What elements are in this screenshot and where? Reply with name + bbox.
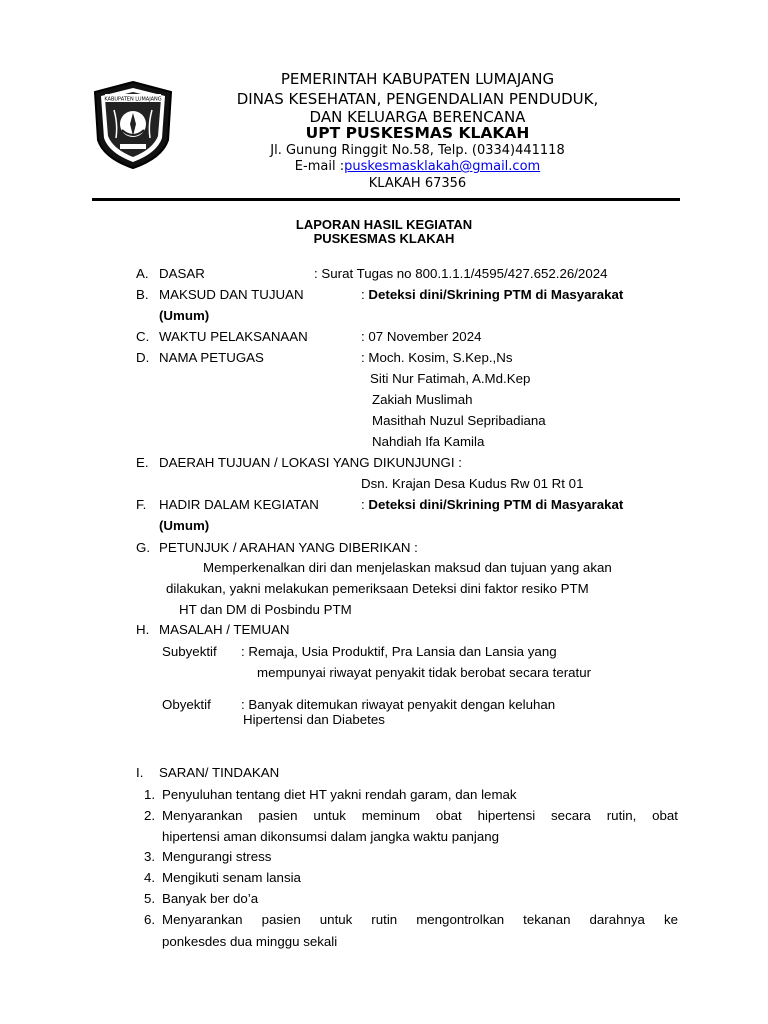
section-a-marker: A. — [136, 266, 149, 281]
section-g-text: HT dan DM di Posbindu PTM — [179, 602, 352, 617]
section-f-marker: F. — [136, 497, 147, 512]
list-item-number: 6. — [144, 912, 156, 927]
email-label: E-mail : — [294, 159, 345, 174]
objective-text: : Banyak ditemukan riwayat penyakit dengan keluhan — [241, 697, 556, 712]
section-i-label: SARAN/ TINDAKAN — [159, 765, 280, 780]
section-f-value: : Deteksi dini/Skrining PTM di Masyarakat — [361, 497, 624, 512]
subjective-label: Subyektif — [162, 644, 217, 659]
letterhead-line1: PEMERINTAH KABUPATEN LUMAJANG — [280, 70, 555, 88]
section-d-label: NAMA PETUGAS — [159, 350, 264, 365]
section-a-label: DASAR — [159, 266, 205, 281]
section-h-label: MASALAH / TEMUAN — [159, 622, 290, 637]
section-g-marker: G. — [136, 540, 151, 555]
letterhead-line2: DINAS KESEHATAN, PENGENDALIAN PENDUDUK, — [236, 90, 599, 108]
section-b-marker: B. — [136, 287, 149, 302]
objective-label: Obyektif — [162, 697, 211, 712]
letterhead-email-line — [190, 160, 645, 173]
section-b-label: MAKSUD DAN TUJUAN — [159, 287, 304, 302]
list-item-number: 4. — [144, 870, 156, 885]
list-item-number: 3. — [144, 849, 156, 864]
report-title: LAPORAN HASIL KEGIATAN — [295, 217, 473, 232]
section-h-marker: H. — [136, 622, 150, 637]
section-f-value-cont: (Umum) — [159, 518, 210, 533]
list-item-cont: ponkesdes dua minggu sekali — [162, 934, 338, 949]
svg-text:KABUPATEN LUMAJANG: KABUPATEN LUMAJANG — [104, 96, 162, 103]
letterhead-unit-name: UPT PUSKESMAS KLAKAH — [305, 124, 530, 142]
list-item: Banyak ber do’a — [162, 891, 259, 906]
section-e-value: Dsn. Krajan Desa Kudus Rw 01 Rt 01 — [361, 476, 584, 491]
officer-name: Masithah Nuzul Sepribadiana — [372, 413, 546, 428]
list-item: Mengurangi stress — [162, 849, 272, 864]
lumajang-logo — [92, 80, 174, 170]
section-b-value-cont: (Umum) — [159, 308, 210, 323]
section-b-value: : Deteksi dini/Skrining PTM di Masyarakat — [361, 287, 624, 302]
list-item: Penyuluhan tentang diet HT yakni rendah garam, dan lemak — [162, 787, 517, 802]
list-item-number: 5. — [144, 891, 156, 906]
section-f-label: HADIR DALAM KEGIATAN — [159, 497, 319, 512]
section-c-label: WAKTU PELAKSANAAN — [159, 329, 308, 344]
section-c-value: : 07 November 2024 — [361, 329, 482, 344]
report-subtitle: PUSKESMAS KLAKAH — [313, 231, 455, 246]
list-item: Menyarankan pasien untuk meminum obat hipertensi secara rutin, obat — [162, 808, 678, 823]
letterhead-line3: DAN KELUARGA BERENCANA — [309, 108, 526, 126]
letterhead-city: KLAKAH 67356 — [368, 176, 467, 191]
section-g-label: PETUNJUK / ARAHAN YANG DIBERIKAN : — [159, 540, 418, 555]
officer-name: Zakiah Muslimah — [372, 392, 473, 407]
subjective-text: : Remaja, Usia Produktif, Pra Lansia dan Lansia yang — [241, 644, 557, 659]
section-d-value: : Moch. Kosim, S.Kep.,Ns — [361, 350, 513, 365]
section-c-marker: C. — [136, 329, 150, 344]
officer-name: Siti Nur Fatimah, A.Md.Kep — [370, 371, 531, 386]
letterhead-divider — [92, 198, 680, 201]
section-g-text: dilakukan, yakni melakukan pemeriksaan Deteksi dini faktor resiko PTM — [166, 581, 589, 596]
objective-text: Hipertensi dan Diabetes — [243, 712, 385, 727]
section-e-label: DAERAH TUJUAN / LOKASI YANG DIKUNJUNGI : — [159, 455, 462, 470]
list-item: Menyarankan pasien untuk rutin mengontrolkan tekanan darahnya ke — [162, 912, 678, 927]
list-item-number: 1. — [144, 787, 156, 802]
section-e-marker: E. — [136, 455, 149, 470]
section-i-marker: I. — [136, 765, 144, 780]
list-item-cont: hipertensi aman dikonsumsi dalam jangka waktu panjang — [162, 829, 500, 844]
list-item: Mengikuti senam lansia — [162, 870, 301, 885]
section-a-value: : Surat Tugas no 800.1.1.1/4595/427.652.26/2024 — [314, 266, 608, 281]
letterhead-address: Jl. Gunung Ringgit No.58, Telp. (0334)441118 — [270, 143, 565, 158]
officer-name: Nahdiah Ifa Kamila — [372, 434, 485, 449]
section-g-text: Memperkenalkan diri dan menjelaskan maksud dan tujuan yang akan — [203, 560, 612, 575]
subjective-text: mempunyai riwayat penyakit tidak berobat secara teratur — [257, 665, 592, 680]
list-item-number: 2. — [144, 808, 156, 823]
email-link[interactable]: puskesmasklakah@gmail.com — [344, 159, 541, 174]
section-d-marker: D. — [136, 350, 150, 365]
